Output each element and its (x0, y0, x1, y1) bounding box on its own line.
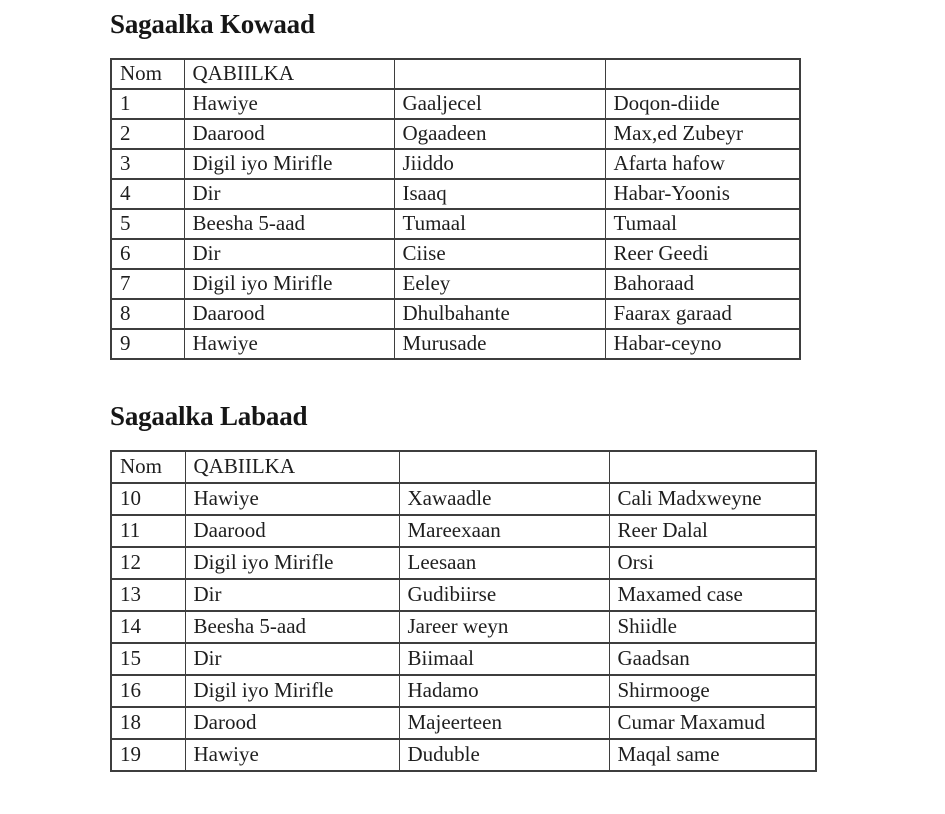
table-row (111, 149, 800, 179)
table-row (111, 329, 800, 359)
table-row (111, 269, 800, 299)
header-row (111, 59, 800, 89)
table-cell: Hawiye (185, 739, 399, 771)
table-cell: Gaadsan (609, 643, 816, 675)
table-cell: 1 (111, 89, 184, 119)
table-cell: Tumaal (605, 209, 800, 239)
header-cell (394, 59, 605, 89)
table-cell: Maxamed case (609, 579, 816, 611)
table-cell: 11 (111, 515, 185, 547)
table-cell: Darood (185, 707, 399, 739)
table-cell: 19 (111, 739, 185, 771)
table-cell: Reer Dalal (609, 515, 816, 547)
table-cell: Digil iyo Mirifle (185, 675, 399, 707)
table-cell: Daarood (184, 119, 394, 149)
table-cell: Habar-Yoonis (605, 179, 800, 209)
table-cell: 14 (111, 611, 185, 643)
table-cell: Mareexaan (399, 515, 609, 547)
table-row (111, 119, 800, 149)
header-row (111, 451, 816, 483)
table-cell: 16 (111, 675, 185, 707)
table-cell: Tumaal (394, 209, 605, 239)
table-cell: Daarood (184, 299, 394, 329)
table-cell: Digil iyo Mirifle (184, 269, 394, 299)
table-cell: Faarax garaad (605, 299, 800, 329)
header-cell (399, 451, 609, 483)
header-cell: QABIILKA (185, 451, 399, 483)
table-cell: 12 (111, 547, 185, 579)
table-cell: Dir (184, 179, 394, 209)
table-cell: Murusade (394, 329, 605, 359)
table-cell: Gaaljecel (394, 89, 605, 119)
table-cell: 10 (111, 483, 185, 515)
table-cell: Dhulbahante (394, 299, 605, 329)
table-cell: 8 (111, 299, 184, 329)
table-cell: 2 (111, 119, 184, 149)
table-row (111, 675, 816, 707)
table-cell: 6 (111, 239, 184, 269)
table-cell: Max,ed Zubeyr (605, 119, 800, 149)
table-cell: Hawiye (184, 329, 394, 359)
table-cell: 15 (111, 643, 185, 675)
table-cell: Ogaadeen (394, 119, 605, 149)
table-cell: Biimaal (399, 643, 609, 675)
table-cell: Dir (185, 643, 399, 675)
table-cell: Gudibiirse (399, 579, 609, 611)
table-row (111, 547, 816, 579)
table-cell: 5 (111, 209, 184, 239)
table-row (111, 89, 800, 119)
table-row (111, 299, 800, 329)
table-cell: Digil iyo Mirifle (185, 547, 399, 579)
table-cell: Duduble (399, 739, 609, 771)
table-cell: Isaaq (394, 179, 605, 209)
table-row (111, 483, 816, 515)
data-table (110, 58, 801, 360)
table-row (111, 179, 800, 209)
table-cell: Afarta hafow (605, 149, 800, 179)
table-cell: Hawiye (184, 89, 394, 119)
section-sagaalka-labaad (110, 400, 945, 772)
header-cell: Nom (111, 59, 184, 89)
header-cell: QABIILKA (184, 59, 394, 89)
section-title: Sagaalka Kowaad (110, 9, 315, 39)
table-cell: 3 (111, 149, 184, 179)
table-cell: 7 (111, 269, 184, 299)
table-row (111, 643, 816, 675)
table-cell: Daarood (185, 515, 399, 547)
section-title: Sagaalka Labaad (110, 401, 308, 431)
table-cell: Bahoraad (605, 269, 800, 299)
table-cell: Habar-ceyno (605, 329, 800, 359)
table-cell: 4 (111, 179, 184, 209)
table-cell: Orsi (609, 547, 816, 579)
table-cell: Dir (184, 239, 394, 269)
header-cell: Nom (111, 451, 185, 483)
table-row (111, 515, 816, 547)
table-cell: Shirmooge (609, 675, 816, 707)
table-cell: Xawaadle (399, 483, 609, 515)
table-cell: Cali Madxweyne (609, 483, 816, 515)
table-cell: Reer Geedi (605, 239, 800, 269)
table-cell: 9 (111, 329, 184, 359)
table-cell: Hawiye (185, 483, 399, 515)
table-cell: Eeley (394, 269, 605, 299)
table-cell: 13 (111, 579, 185, 611)
table-row (111, 579, 816, 611)
table-cell: Leesaan (399, 547, 609, 579)
table-cell: Hadamo (399, 675, 609, 707)
header-cell (605, 59, 800, 89)
table-cell: Ciise (394, 239, 605, 269)
table-cell: Jareer weyn (399, 611, 609, 643)
header-cell (609, 451, 816, 483)
table-cell: 18 (111, 707, 185, 739)
section-sagaalka-kowaad (110, 8, 945, 360)
table-row (111, 239, 800, 269)
table-cell: Dir (185, 579, 399, 611)
table-cell: Shiidle (609, 611, 816, 643)
table-row (111, 707, 816, 739)
table-cell: Cumar Maxamud (609, 707, 816, 739)
table-row (111, 611, 816, 643)
table-cell: Digil iyo Mirifle (184, 149, 394, 179)
data-table (110, 450, 817, 772)
table-cell: Beesha 5-aad (184, 209, 394, 239)
table-cell: Doqon-diide (605, 89, 800, 119)
table-cell: Beesha 5-aad (185, 611, 399, 643)
table-row (111, 739, 816, 771)
table-cell: Maqal same (609, 739, 816, 771)
table-cell: Majeerteen (399, 707, 609, 739)
table-cell: Jiiddo (394, 149, 605, 179)
table-row (111, 209, 800, 239)
